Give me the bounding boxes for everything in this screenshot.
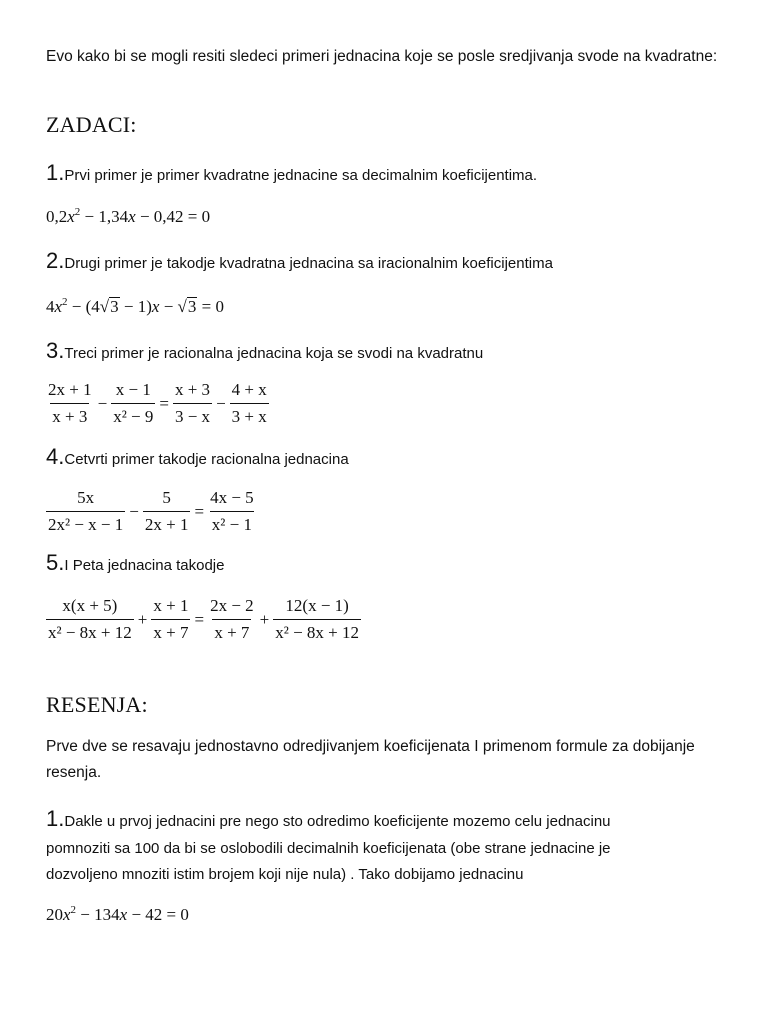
intro-paragraph: Evo kako bi se mogli resiti sledeci primeri jednacina koje se posle sredjivanja svode na kvadratne: xyxy=(46,48,718,65)
solution-1-line-2: pomnoziti sa 100 da bi se oslobodili decimalnih koeficijenata (obe strane jednacine je xyxy=(46,840,611,857)
fraction: $\frac{x - 1}{\text{x² − 9}}$ xyxy=(113,380,154,426)
task-number: 4. xyxy=(46,444,65,469)
solution-number: 1. xyxy=(46,806,65,831)
equation-3: $\frac{2x + 1}{x + 3}$ − $\frac{x - 1}{\text{x² − 9}}$ = $\frac{x + 3}{3 - x}$ − $\frac{4 + x}{3 + x}$ xyxy=(44,380,271,427)
fraction: $\frac{12(x - 1)}{\text{x² − 8x + 12}}$ xyxy=(275,596,360,642)
task-text: Cetvrti primer takodje racionalna jednacina xyxy=(64,451,349,468)
task-2 xyxy=(46,248,553,274)
fraction: $\frac{4 + x}{3 + x}$ xyxy=(231,380,267,426)
fraction: $\frac{x + 3}{3 - x}$ xyxy=(174,380,211,426)
task-1 xyxy=(46,160,537,186)
solution-1-line-3: dozvoljeno mnoziti istim brojem koji nije nula) . Tako dobijamo jednacinu xyxy=(46,866,524,883)
equation-1: $0,2x^2 - 1,34x - 0,42 = 0$ xyxy=(46,206,211,226)
equation-5: $\frac{x(x + 5)}{\text{x² − 8x + 12}}$ + $\frac{x + 1}{x + 7}$ = $\frac{2x - 2}{x + 7}$ + $\frac{12(x - 1)}{\text{x² − 8x + 12}}$ xyxy=(44,596,363,643)
fraction: $\frac{5x}{\text{2x² − x − 1}}$ xyxy=(48,488,124,534)
fraction: $\frac{5}{2x + 1}$ xyxy=(144,488,189,534)
task-5 xyxy=(46,550,224,576)
task-number: 1. xyxy=(46,160,65,185)
task-text: I Peta jednacina takodje xyxy=(64,557,225,574)
equation-6: $20x^2 - 134x - 42 = 0$ xyxy=(46,904,189,924)
equation-4: $\frac{5x}{\text{2x² − x − 1}}$ − $\frac{5}{2x + 1}$ = $\frac{4x - 5}{\text{x² − 1}}$ xyxy=(44,488,258,535)
resenja-heading: RESENJA: xyxy=(46,692,148,717)
task-3 xyxy=(46,338,483,364)
solution-1-line-1: 1.Dakle u prvoj jednacini pre nego sto odredimo koeficijente mozemo celu jednacinu xyxy=(46,806,611,831)
task-text: Prvi primer je primer kvadratne jednacine sa decimalnim koeficijentima. xyxy=(64,167,538,184)
task-text: Drugi primer je takodje kvadratna jednacina sa iracionalnim koeficijentima xyxy=(64,255,553,272)
fraction: $\frac{x(x + 5)}{\text{x² − 8x + 12}}$ xyxy=(48,596,132,642)
task-number: 2. xyxy=(46,248,65,273)
equation-2: $4x^2 - (4√3 - 1)x - √3 = 0$ xyxy=(46,296,224,316)
fraction: $\frac{2x - 2}{x + 7}$ xyxy=(210,596,254,642)
task-text: Treci primer je racionalna jednacina koja se svodi na kvadratnu xyxy=(64,345,484,362)
fraction: $\frac{x + 1}{x + 7}$ xyxy=(153,596,189,642)
fraction: $\frac{2x + 1}{x + 3}$ xyxy=(48,380,92,426)
task-number: 3. xyxy=(46,338,65,363)
resenja-intro: Prve dve se resavaju jednostavno odredjivanjem koeficijenata I primenom formule za dobijanje resenja. xyxy=(46,738,695,781)
zadaci-heading: ZADACI: xyxy=(46,112,137,137)
task-number: 5. xyxy=(46,550,65,575)
fraction: $\frac{4x - 5}{\text{x² − 1}}$ xyxy=(210,488,254,534)
task-4 xyxy=(46,444,349,470)
